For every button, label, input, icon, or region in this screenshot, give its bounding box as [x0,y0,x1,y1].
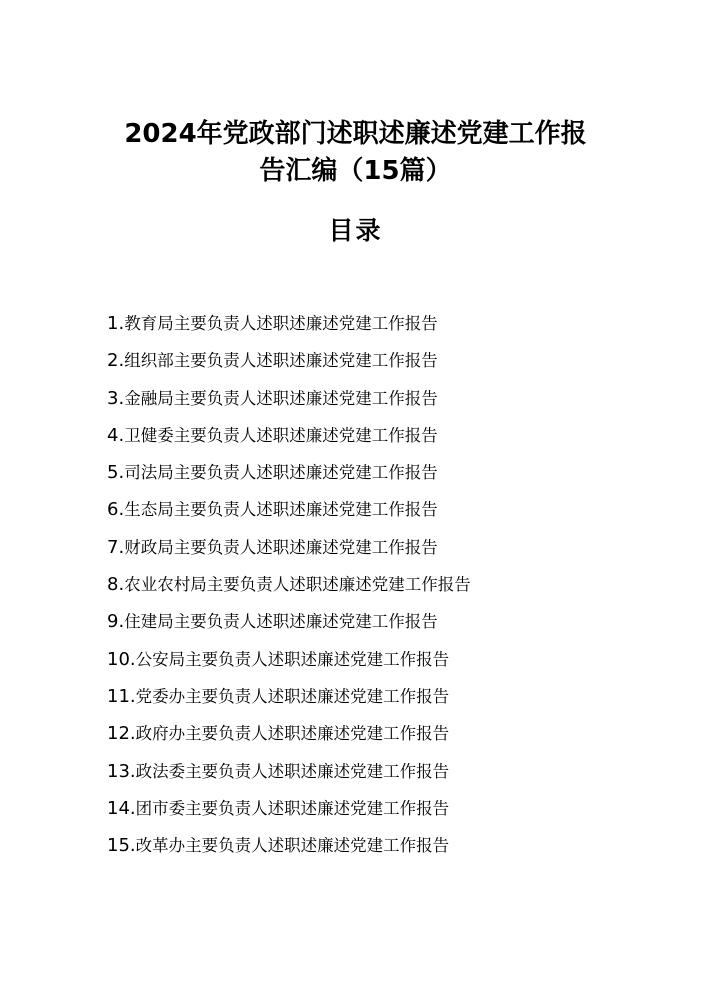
toc-item-8 [107,570,627,607]
toc-item-text: 党委办主要负责人述职述廉述党建工作报告 [135,686,450,706]
toc-item-number: 15. [107,835,136,857]
toc-item-2 [107,346,627,383]
toc-item-text: 政府办主要负责人述职述廉述党建工作报告 [135,724,450,744]
toc-item-15 [107,831,627,868]
toc-item-number: 2. [107,350,125,372]
toc-item-number: 7. [107,536,125,558]
toc-item-text: 团市委主要负责人述职述廉述党建工作报告 [135,798,450,818]
toc-item-number: 11. [107,685,136,707]
toc-item-14 [107,794,627,831]
toc-heading: 目录 [328,216,383,245]
toc-item-3 [107,384,627,421]
toc-item-number: 8. [107,574,125,596]
toc-item-text: 教育局主要负责人述职述廉述党建工作报告 [124,314,438,333]
toc-item-13 [107,757,627,794]
toc-item-12 [107,719,627,756]
toc-item-text: 改革办主要负责人述职述廉述党建工作报告 [135,836,450,856]
toc-item-number: 10. [107,648,136,670]
toc-item-text: 政法委主要负责人述职述廉述党建工作报告 [135,761,450,781]
toc-item-text: 组织部主要负责人述职述廉述党建工作报告 [124,351,438,371]
document-title-line-2: 告汇编（15篇） [259,156,452,186]
toc-item-text: 卫健委主要负责人述职述廉述党建工作报告 [124,425,438,445]
toc-item-6 [107,495,627,532]
toc-item-5 [107,458,627,495]
toc-item-text: 生态局主要负责人述职述廉述党建工作报告 [124,500,438,520]
toc-item-4 [107,421,627,458]
toc-item-number: 6. [107,499,125,521]
toc-item-number: 14. [107,797,136,819]
toc-item-number: 13. [107,760,136,782]
toc-item-number: 1. [107,313,125,334]
toc-item-text: 司法局主要负责人述职述廉述党建工作报告 [124,463,438,483]
toc-item-text: 财政局主要负责人述职述廉述党建工作报告 [124,537,438,557]
toc-item-number: 3. [107,387,125,409]
toc-item-9 [107,607,627,644]
toc-item-text: 金融局主要负责人述职述廉述党建工作报告 [124,388,438,408]
toc-item-number: 12. [107,723,136,745]
document-title-line-1: 2024年党政部门述职述廉述党建工作报 [124,119,587,149]
toc-item-11 [107,682,627,719]
toc-item-number: 9. [107,611,125,633]
document-title [0,116,711,190]
toc-item-number: 4. [107,424,125,446]
table-of-contents [107,309,627,868]
toc-item-text: 住建局主要负责人述职述廉述党建工作报告 [124,612,438,632]
toc-item-1 [107,309,627,346]
toc-item-7 [107,533,627,570]
toc-item-text: 农业农村局主要负责人述职述廉述党建工作报告 [124,575,471,595]
toc-item-number: 5. [107,462,125,484]
toc-item-10 [107,645,627,682]
toc-item-text: 公安局主要负责人述职述廉述党建工作报告 [135,649,450,669]
